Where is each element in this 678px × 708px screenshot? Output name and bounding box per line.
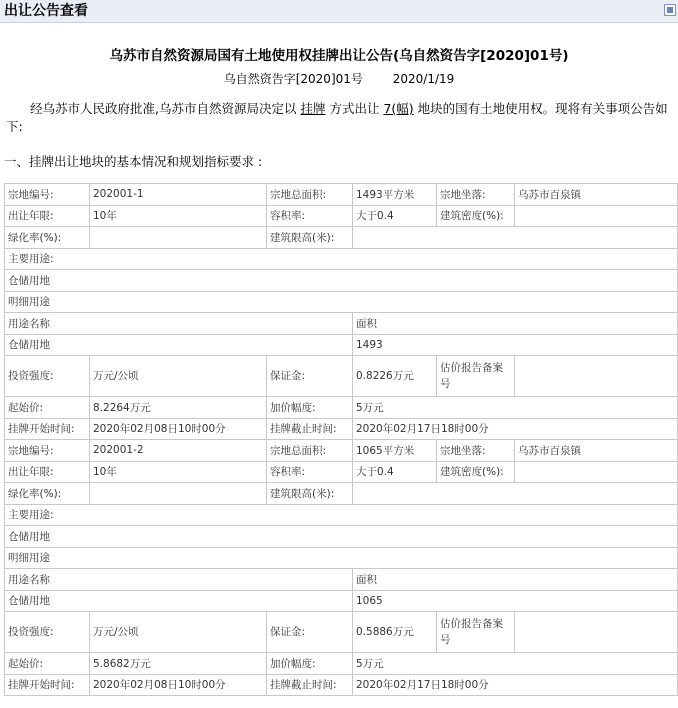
value-start-time: 2020年02月08日10时00分 [90,674,267,696]
label-location: 宗地坐落: [437,440,515,462]
value-deposit: 0.5886万元 [353,612,437,653]
table-row [5,270,678,292]
table-row [5,612,678,653]
intro-part3: 地块的国有土地使用权。现将有关事项公告如下: [6,101,668,134]
value-area: 1493 [353,334,678,356]
value-start-time: 2020年02月08日10时00分 [90,418,267,440]
page-title: 出让公告查看 [4,3,88,19]
label-appraisal: 估价报告备案号 [437,356,515,397]
label-detail-use: 明细用途 [5,547,678,569]
table-row [5,313,678,335]
parcel-table-wrap [4,183,677,696]
parcel-table [4,183,678,696]
label-main-use: 主要用途: [5,504,678,526]
value-location: 乌苏市百泉镇 [515,184,678,206]
label-invest: 投资强度: [5,612,90,653]
table-row [5,227,678,249]
doc-meta [0,70,678,87]
title-bar [0,0,678,23]
doc-date: 2020/1/19 [392,72,455,86]
value-use-name: 仓储用地 [5,334,353,356]
label-density: 建筑密度(%): [437,461,515,483]
table-row [5,248,678,270]
intro-part2: 方式出让 [329,101,380,116]
value-use-name: 仓储用地 [5,590,353,612]
announcement-heading: 乌苏市自然资源局国有土地使用权挂牌出让公告(乌自然资告字[2020]01号) [109,48,569,64]
label-term: 出让年限: [5,461,90,483]
intro-paragraph [6,100,670,136]
value-end-time: 2020年02月17日18时00分 [353,674,678,696]
label-end-time: 挂牌截止时间: [267,418,353,440]
label-total-area: 宗地总面积: [267,184,353,206]
value-height [353,227,678,249]
label-parcel-no: 宗地编号: [5,440,90,462]
label-increment: 加价幅度: [267,653,353,675]
table-row [5,526,678,548]
value-start-price: 5.8682万元 [90,653,267,675]
value-appraisal [515,356,678,397]
value-far: 大于0.4 [353,461,437,483]
value-increment: 5万元 [353,653,678,675]
value-invest: 万元/公顷 [90,356,267,397]
table-row [5,569,678,591]
label-end-time: 挂牌截止时间: [267,674,353,696]
table-row [5,418,678,440]
value-far: 大于0.4 [353,205,437,227]
table-row [5,397,678,419]
value-green [90,227,267,249]
window-corner-icon[interactable] [664,4,676,16]
value-increment: 5万元 [353,397,678,419]
table-row [5,483,678,505]
label-start-time: 挂牌开始时间: [5,418,90,440]
label-invest: 投资强度: [5,356,90,397]
label-term: 出让年限: [5,205,90,227]
label-height: 建筑限高(米): [267,483,353,505]
label-green: 绿化率(%): [5,227,90,249]
label-far: 容积率: [267,461,353,483]
label-location: 宗地坐落: [437,184,515,206]
label-use-name: 用途名称 [5,569,353,591]
label-density: 建筑密度(%): [437,205,515,227]
intro-method: 挂牌 [300,101,326,116]
value-main-use: 仓储用地 [5,270,678,292]
doc-number: 乌自然资告字[2020]01号 [223,72,363,86]
label-area: 面积 [353,313,678,335]
label-start-price: 起始价: [5,653,90,675]
label-main-use: 主要用途: [5,248,678,270]
value-appraisal [515,612,678,653]
value-height [353,483,678,505]
value-term: 10年 [90,461,267,483]
label-height: 建筑限高(米): [267,227,353,249]
value-density [515,461,678,483]
label-detail-use: 明细用途 [5,291,678,313]
label-start-time: 挂牌开始时间: [5,674,90,696]
value-invest: 万元/公顷 [90,612,267,653]
table-row [5,504,678,526]
value-parcel-no: 202001-1 [90,184,267,206]
value-total-area: 1065平方米 [353,440,437,462]
label-area: 面积 [353,569,678,591]
table-row [5,184,678,206]
label-total-area: 宗地总面积: [267,440,353,462]
table-row [5,291,678,313]
label-appraisal: 估价报告备案号 [437,612,515,653]
table-row [5,590,678,612]
label-deposit: 保证金: [267,356,353,397]
table-row [5,205,678,227]
table-row [5,653,678,675]
value-density [515,205,678,227]
intro-part1: 经乌苏市人民政府批准,乌苏市自然资源局决定以 [30,101,297,116]
value-location: 乌苏市百泉镇 [515,440,678,462]
table-row [5,461,678,483]
label-increment: 加价幅度: [267,397,353,419]
value-parcel-no: 202001-2 [90,440,267,462]
label-deposit: 保证金: [267,612,353,653]
label-start-price: 起始价: [5,397,90,419]
table-row [5,334,678,356]
table-row [5,547,678,569]
value-area: 1065 [353,590,678,612]
value-total-area: 1493平方米 [353,184,437,206]
table-row [5,440,678,462]
value-green [90,483,267,505]
label-parcel-no: 宗地编号: [5,184,90,206]
value-end-time: 2020年02月17日18时00分 [353,418,678,440]
intro-count: 7(幅) [383,101,414,116]
label-use-name: 用途名称 [5,313,353,335]
table-row [5,674,678,696]
value-term: 10年 [90,205,267,227]
value-deposit: 0.8226万元 [353,356,437,397]
table-row [5,356,678,397]
value-start-price: 8.2264万元 [90,397,267,419]
section-title: 一、挂牌出让地块的基本情况和规划指标要求 : [4,154,263,169]
label-green: 绿化率(%): [5,483,90,505]
label-far: 容积率: [267,205,353,227]
value-main-use: 仓储用地 [5,526,678,548]
